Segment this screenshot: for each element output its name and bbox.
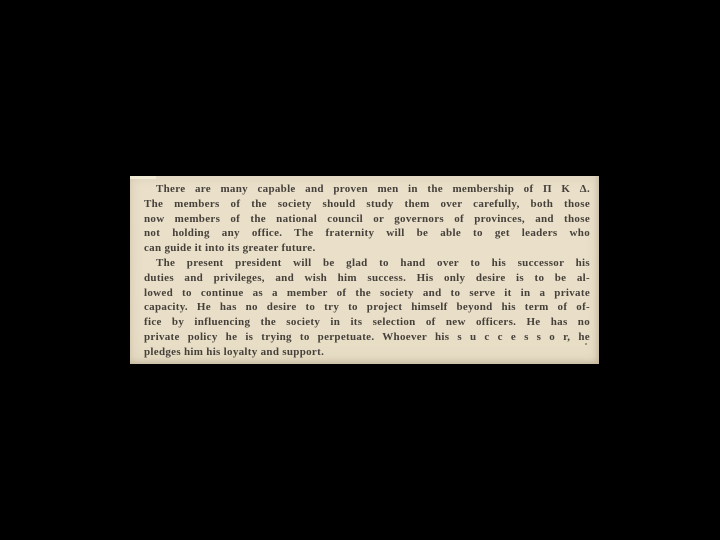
text-line: now members of the national council or governors of provinces, and those xyxy=(144,212,590,225)
text-line: not holding any office. The fraternity will be able to get leaders who xyxy=(144,227,590,240)
text-line: pledges him his loyalty and support. xyxy=(144,345,325,358)
text-line: capacity. He has no desire to try to project himself beyond his term of of- xyxy=(144,301,590,314)
text-line: lowed to continue as a member of the society and to serve it in a private xyxy=(144,286,590,299)
text-line: duties and privileges, and wish him success. His only desire is to be al- xyxy=(144,271,590,284)
text-line: private policy he is trying to perpetuate. Whoever his s u c c e s s o r, he xyxy=(144,330,590,343)
text-line: fice by influencing the society in its selection of new officers. He has no xyxy=(144,316,590,329)
text-line: The members of the society should study them over carefully, both those xyxy=(144,197,590,210)
paper-edge-highlight xyxy=(130,176,156,179)
scanned-page xyxy=(130,176,599,364)
text-line: There are many capable and proven men in the membership of Π K Δ. xyxy=(156,183,590,195)
text-line: The present president will be glad to hand over to his successor his xyxy=(156,256,590,269)
text-line: can guide it into its greater future. xyxy=(144,242,316,255)
ink-speck xyxy=(585,343,587,345)
page-text xyxy=(144,182,590,360)
